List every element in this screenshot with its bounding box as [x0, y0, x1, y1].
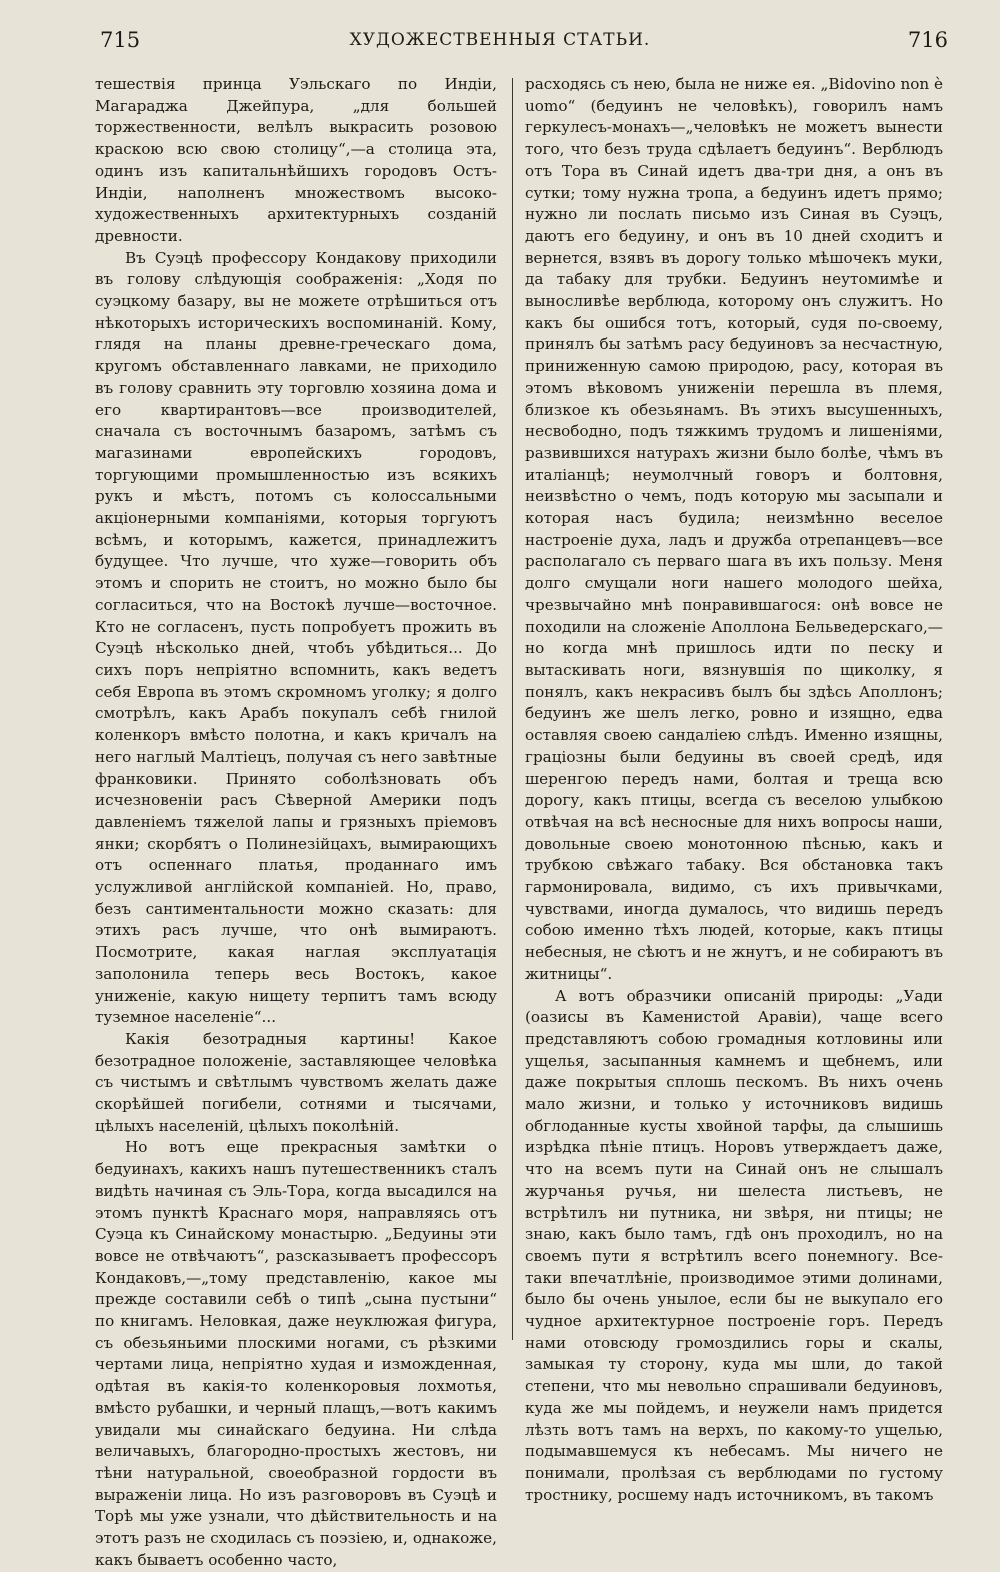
column-divider — [512, 78, 513, 1340]
paragraph: Но вотъ еще прекрасныя замѣтки о бедуинахъ, какихъ нашъ путешественникъ сталъ видѣть начиная съ Эль-Тора, когда высадился на этомъ пунктѣ Краснаго моря, направляясь отъ Суэца къ Синайскому монастырю. „Бедуины эти вовсе не отвѣчаютъ“, разсказываетъ профессоръ Кондаковъ,—„тому представленію, какое мы прежде составили себѣ о типѣ „сына пустыни“ по книгамъ. Неловкая, даже неуклюжая фигура, съ обезьяньими плоскими ногами, съ рѣзкими чертами лица, непріятно худая и изможденная, одѣтая въ какія-то коленкоровыя лохмотья, вмѣсто рубашки, и черный плащъ,—вотъ какимъ увидали мы синайскаго бедуина. Ни слѣда величавыхъ, благородно-простыхъ жестовъ, ни тѣни натуральной, своеобразной гордости въ выраженіи лица. Но изъ разговоровъ въ Суэцѣ и Торѣ мы уже узнали, что дѣйствительность и на этотъ разъ не сходилась съ поэзіею, и, однакоже, какъ бываетъ особенно часто, — [95, 1138, 497, 1569]
running-header — [0, 28, 1000, 62]
paragraph: Въ Суэцѣ профессору Кондакову приходили въ голову слѣдующія соображенія: „Ходя по суэцкому базару, вы не можете отрѣшиться отъ нѣкоторыхъ историческихъ воспоминаній. Кому, глядя на планы древне-греческаго дома, кругомъ обставленнаго лавками, не приходило въ голову сравнить эту торговлю хозяина дома и его квартирантовъ—все производителей, сначала съ восточнымъ базаромъ, затѣмъ съ магазинами европейскихъ городовъ, торгующими промышленностью изъ всякихъ рукъ и мѣстъ, потомъ съ колоссальными акціонерными компаніями, которыя торгуютъ всѣмъ, и которымъ, кажется, принадлежитъ будущее. Что лучше, что хуже—говорить объ этомъ и спорить не стоитъ, но можно было бы согласиться, что на Востокѣ лучше—восточное. Кто не согласенъ, пусть попробуетъ прожить въ Суэцѣ нѣсколько дней, чтобъ убѣдиться... До сихъ поръ непріятно вспомнить, какъ ведетъ себя Европа въ этомъ скромномъ уголку; я долго смотрѣлъ, какъ Арабъ покупалъ себѣ гнилой коленкоръ вмѣсто полотна, и какъ кричалъ на него наглый Малтіецъ, получая съ него завѣтные франковики. Принято соболѣзновать объ исчезновеніи расъ Сѣверной Америки подъ давленіемъ тяжелой лапы и грязныхъ пріемовъ янки; скорбятъ о Полинезійцахъ, вымирающихъ отъ оспеннаго платья, проданнаго имъ услужливой англійской компаніей. Но, право, безъ сантиментальности можно сказать: для этихъ расъ лучше, что онѣ вымираютъ. Посмотрите, какая наглая эксплуатація заполонила теперь весь Востокъ, какое униженіе, какую нищету терпитъ тамъ всюду туземное населеніе“... — [95, 248, 497, 1027]
paragraph: Какія безотрадныя картины! Какое безотрадное положеніе, заставляющее человѣка съ чистымъ и свѣтлымъ чувствомъ желать даже скорѣйшей погибели, сотнями и тысячами, цѣлыхъ населеній, цѣлыхъ поколѣній. — [95, 1029, 497, 1135]
left-column — [95, 74, 497, 1572]
paragraph: расходясь съ нею, была не ниже ея. „Bidovino non è uomo“ (бедуинъ не человѣкъ), говорилъ намъ геркулесъ-монахъ—„человѣкъ не можетъ вынести того, что безъ труда сдѣлаетъ бедуинъ“. Верблюдъ отъ Тора въ Синай идетъ два-три дня, а онъ въ сутки; тому нужна тропа, а бедуинъ идетъ прямо; нужно ли послать письмо изъ Синая въ Суэцъ, даютъ его бедуину, и онъ въ 10 дней сходитъ и вернется, взявъ въ дорогу только мѣшочекъ муки, да табаку для трубки. Бедуинъ неутомимѣе и выносливѣе верблюда, которому онъ служитъ. Но какъ бы ошибся тотъ, который, судя по-своему, принялъ бы затѣмъ расу бедуиновъ за несчастную, приниженную самою природою, расу, которая въ этомъ вѣковомъ униженіи перешла въ племя, близкое къ обезьянамъ. Въ этихъ высушенныхъ, несвободно, подъ тяжкимъ трудомъ и лишеніями, развившихся натурахъ жизни было болѣе, чѣмъ въ италіанцѣ; неумолчный говоръ и болтовня, неизвѣстно о чемъ, подъ которую мы засыпали и которая насъ будила; неизмѣнно веселое настроеніе духа, ладъ и дружба отрепанцевъ—все располагало съ перваго шага въ ихъ пользу. Меня долго смущали ноги нашего молодого шейха, чрезвычайно мнѣ понравившагося: онѣ вовсе не походили на сложеніе Аполлона Бельведерскаго,—но когда мнѣ пришлось идти по песку и вытаскивать ноги, вязнувшія по щиколку, я понялъ, какъ некрасивъ былъ бы здѣсь Аполлонъ; бедуинъ же шелъ легко, ровно и изящно, едва оставляя своею сандаліею слѣдъ. Именно изящны, граціозны были бедуины въ своей средѣ, идя шеренгою передъ нами, болтая и треща всю дорогу, какъ птицы, всегда съ веселою улыбкою отвѣчая на всѣ несносные для нихъ вопросы наши, довольные своею монотонною пѣснью, какъ и трубкою свѣжаго табаку. Вся обстановка такъ гармонировала, видимо, съ ихъ привычками, чувствами, иногда думалось, что видишь передъ собою именно тѣхъ людей, которые, какъ птицы небесныя, не сѣютъ и не жнутъ, и не собираютъ въ житницы“. — [525, 75, 943, 983]
page-number-left: 715 — [100, 28, 141, 52]
right-column — [525, 74, 943, 1506]
paragraph: тешествія принца Уэльскаго по Индіи, Магараджа Джейпура, „для большей торжественности, велѣлъ выкрасить розовою краскою всю свою столицу“,—а столица эта, одинъ изъ капитальнѣйшихъ городовъ Остъ-Индіи, наполненъ множествомъ высоко-художественныхъ архитектурныхъ созданій древности. — [95, 75, 497, 245]
running-title: ХУДОЖЕСТВЕННЫЯ СТАТЬИ. — [349, 30, 651, 50]
page-number-right: 716 — [907, 28, 948, 52]
paragraph: А вотъ образчики описаній природы: „Уади (оазисы въ Каменистой Аравіи), чаще всего представляютъ собою громадныя котловины или ущелья, засыпанныя камнемъ и щебнемъ, или даже покрытыя сплошь пескомъ. Въ нихъ очень мало жизни, и только у источниковъ видишь обглоданные кусты хвойной тарфы, да слышишь изрѣдка пѣніе птицъ. Норовъ утверждаетъ даже, что на всемъ пути на Синай онъ не слышалъ журчанья ручья, ни шелеста листьевъ, не встрѣтилъ ни путника, ни звѣря, ни птицы; не знаю, какъ было тамъ, гдѣ онъ проходилъ, но на своемъ пути я встрѣтилъ всего понемногу. Все-таки впечатлѣніе, производимое этими долинами, было бы очень унылое, если бы не выкупало его чудное архитектурное построеніе горъ. Передъ нами отовсюду громоздились горы и скалы, замыкая ту сторону, куда мы шли, до такой степени, что мы невольно спрашивали бедуиновъ, куда же мы пойдемъ, и неужели намъ придется лѣзть вотъ тамъ на верхъ, по какому-то ущелью, подымавшемуся къ небесамъ. Мы ничего не понимали, пролѣзая съ верблюдами по густому тростнику, росшему надъ источникомъ, въ такомъ — [525, 986, 943, 1504]
